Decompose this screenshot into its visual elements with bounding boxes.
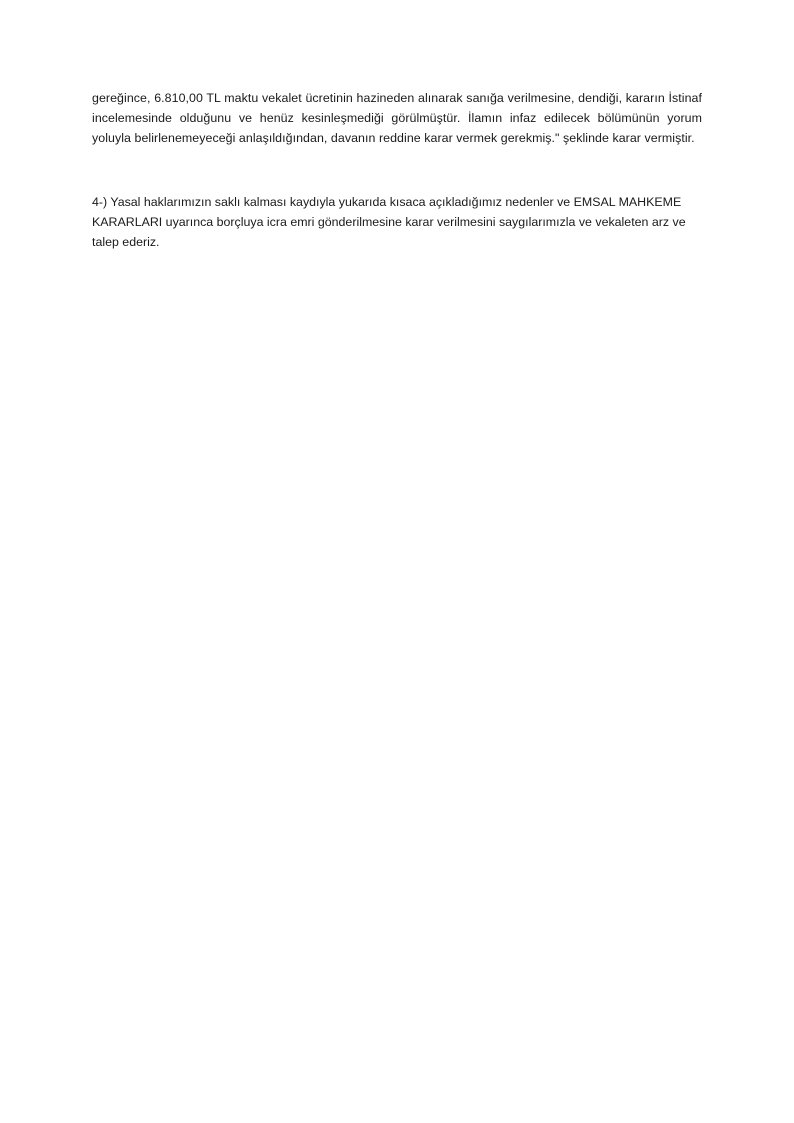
paragraph-continuation: gereğince, 6.810,00 TL maktu vekalet ücretinin hazineden alınarak sanığa verilmesine, dendiği, kararın İstinaf incelemesinde olduğunu ve henüz kesinleşmediği görülmüştür. İlamın infaz edilecek bölümünün yorum yoluyla belirlenemeyeceği anlaşıldığından, davanın reddine karar vermek gerekmiş." şeklinde karar vermiştir. [92,91,702,146]
paragraph-spacer [92,148,702,192]
paragraph-item-4: 4-) Yasal haklarımızın saklı kalması kaydıyla yukarıda kısaca açıkladığımız nedenler ve EMSAL MAHKEME KARARLARI uyarınca borçluya icra emri gönderilmesine karar verilmesini saygılarımızla ve vekaleten arz ve talep ederiz. [92,195,686,250]
document-body [92,88,702,253]
